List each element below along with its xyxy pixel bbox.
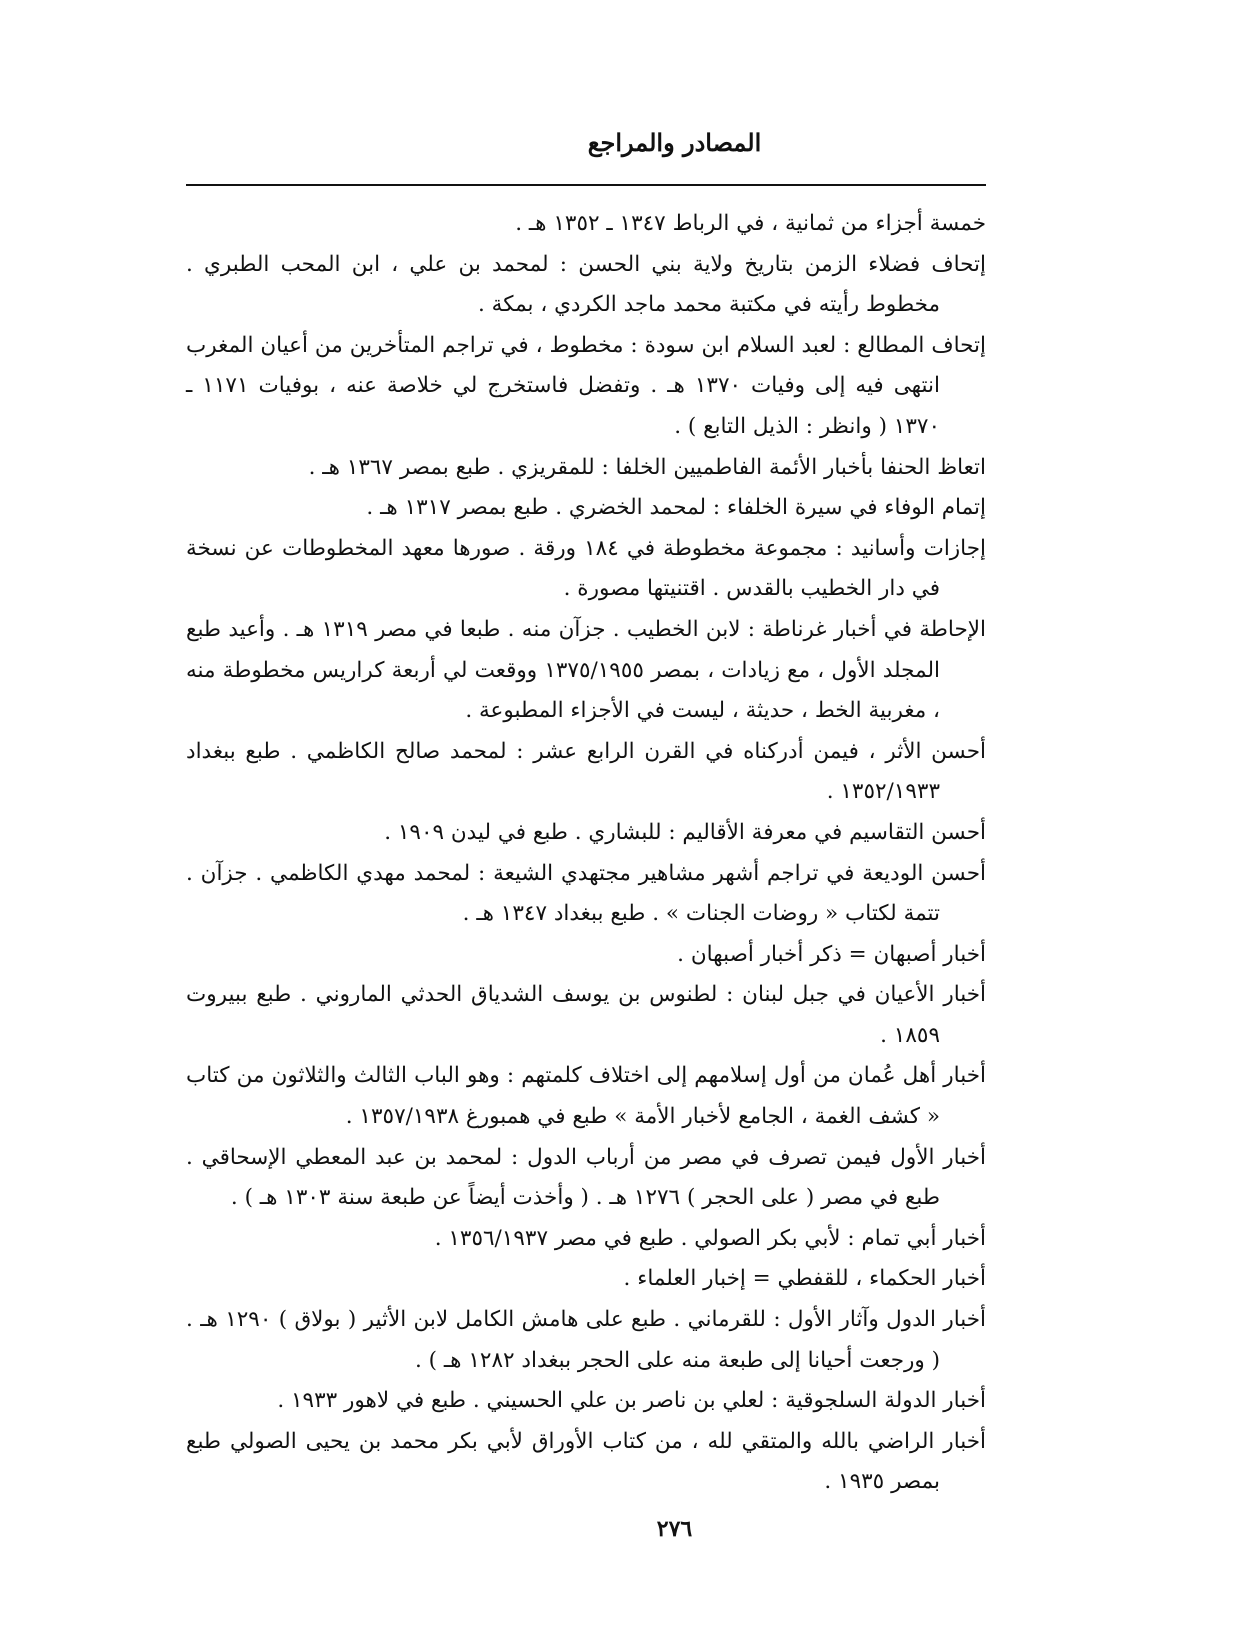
bibliography-entry: أخبار الحكماء ، للقفطي = إخبار العلماء . (623, 1266, 986, 1292)
bibliography-entry: أخبار الدولة السلجوقية : لعلي بن ناصر بن علي الحسيني . طبع في لاهور ١٩٣٣ . (277, 1388, 986, 1414)
bibliography-entry: أخبار الدول وآثار الأول : للقرماني . طبع على هامش الكامل لابن الأثير ( بولاق ) ١٢٩٠ هـ . ( ورجعت أحيانا إلى طبعة منه على الحجر ببغداد ١٢٨٢ هـ ) . (186, 1307, 987, 1373)
bibliography-entry: أخبار الراضي بالله والمتقي لله ، من كتاب الأوراق لأبي بكر محمد بن يحيى الصولي طبع بمصر ١٩٣٥ . (186, 1428, 986, 1495)
bibliography-entry: أحسن الأثر ، فيمن أدركناه في القرن الرابع عشر : لمحمد صالح الكاظمي . طبع ببغداد ١٣٥٢/١٩٣٣ . (186, 738, 986, 805)
bibliography-entry: إتحاف المطالع : لعبد السلام ابن سودة : مخطوط ، في تراجم المتأخرين من أعيان المغرب انتهى فيه إلى وفيات ١٣٧٠ هـ . وتفضل فاستخرج لي خلاصة عنه ، بوفيات ١١٧١ ـ ١٣٧٠ ( وانظر : الذيل التابع ) . (186, 332, 986, 439)
bibliography-entry: أحسن الوديعة في تراجم أشهر مشاهير مجتهدي الشيعة : لمحمد مهدي الكاظمي . جزآن . تتمة لكتاب « روضات الجنات » . طبع ببغداد ١٣٤٧ هـ . (186, 860, 986, 927)
bibliography-entry: إجازات وأسانيد : مجموعة مخطوطة في ١٨٤ ورقة . صورها معهد المخطوطات عن نسخة في دار الخطيب بالقدس . اقتنيتها مصورة . (186, 535, 986, 602)
bibliography-list (186, 204, 986, 1503)
running-header (0, 128, 1244, 157)
bibliography-entry: إتمام الوفاء في سيرة الخلفاء : لمحمد الخضري . طبع بمصر ١٣١٧ هـ . (366, 495, 986, 521)
bibliography-entry: إتحاف فضلاء الزمن بتاريخ ولاية بني الحسن : لمحمد بن علي ، ابن المحب الطبري . مخطوط رأيته في مكتبة محمد ماجد الكردي ، بمكة . (186, 251, 986, 318)
bibliography-entry: اتعاظ الحنفا بأخبار الأئمة الفاطميين الخلفا : للمقريزي . طبع بمصر ١٣٦٧ هـ . (308, 454, 986, 480)
bibliography-entry: أخبار الأول فيمن تصرف في مصر من أرباب الدول : لمحمد بن عبد المعطي الإسحاقي . طبع في مصر ( على الحجر ) ١٢٧٦ هـ . ( وأخذت أيضاً عن طبعة سنة ١٣٠٣ هـ ) . (186, 1144, 986, 1211)
bibliography-entry: أخبار أهل عُمان من أول إسلامهم إلى اختلاف كلمتهم : وهو الباب الثالث والثلاثون من كتاب « كشف الغمة ، الجامع لأخبار الأمة » طبع في همبورغ ١٣٥٧/١٩٣٨ . (186, 1063, 986, 1130)
page-number (0, 1516, 1244, 1542)
page-number-text: ٢٧٦ (656, 1516, 693, 1542)
running-header-title: المصادر والمراجع (587, 128, 762, 157)
bibliography-entry: أخبار الأعيان في جبل لبنان : لطنوس بن يوسف الشدياق الحدثي الماروني . طبع ببيروت ١٨٥٩ . (186, 982, 986, 1048)
bibliography-entry: الإحاطة في أخبار غرناطة : لابن الخطيب . جزآن منه . طبعا في مصر ١٣١٩ هـ . وأعيد طبع المجلد الأول ، مع زيادات ، بمصر ١٣٧٥/١٩٥٥ ووقعت لي أربعة كراريس مخطوطة منه ، مغربية الخط ، حديثة ، ليست في الأجزاء المطبوعة . (186, 616, 986, 724)
bibliography-entry: خمسة أجزاء من ثمانية ، في الرباط ١٣٤٧ ـ ١٣٥٢ هـ . (515, 211, 986, 236)
header-rule (186, 184, 986, 186)
bibliography-entry: أخبار أصبهان = ذكر أخبار أصبهان . (677, 941, 986, 967)
bibliography-entry: أحسن التقاسيم في معرفة الأقاليم : للبشاري . طبع في ليدن ١٩٠٩ . (384, 819, 986, 845)
bibliography-entry: أخبار أبي تمام : لأبي بكر الصولي . طبع في مصر ١٣٥٦/١٩٣٧ . (434, 1225, 986, 1251)
